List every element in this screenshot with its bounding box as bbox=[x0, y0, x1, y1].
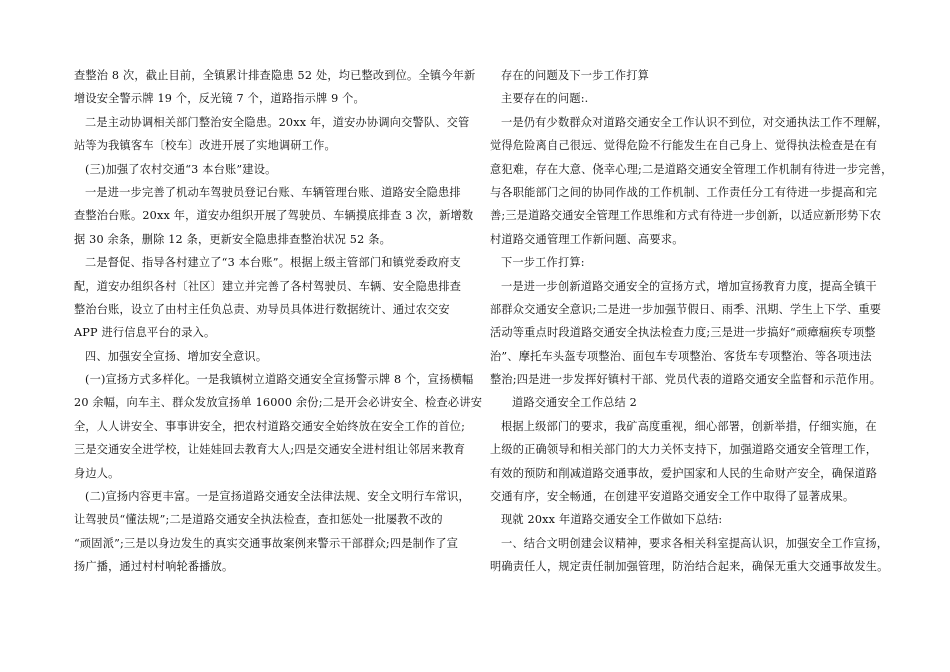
text-line: “顽固派”;三是以身边发生的真实交通事故案例来警示干部群众;四是制作了宣 bbox=[74, 536, 459, 550]
left-text-column bbox=[74, 64, 483, 579]
text-line: 下一步工作打算: bbox=[501, 256, 585, 270]
text-line: 存在的问题及下一步工作打算 bbox=[501, 69, 650, 82]
text-line: 查整治 8 次，截止目前，全镇累计排查隐患 52 处，均已整改到位。全镇今年新 bbox=[74, 69, 476, 82]
text-line: 一是进一步创新道路交通安全的宣扬方式，增加宣扬教育力度，提高全镇干 bbox=[501, 279, 877, 293]
text-line: 一是进一步完善了机动车驾驶员登记台账、车辆管理台账、道路安全隐患排 bbox=[85, 185, 461, 199]
text-line: 增设安全警示牌 19 个，反光镜 7 个，道路指示牌 9 个。 bbox=[74, 92, 365, 106]
text-line: 站等为我镇客车〔校车〕改进开展了实地调研工作。 bbox=[74, 139, 336, 153]
text-line: 一、结合文明创建会议精神，要求各相关科室提高认识，加强安全工作宣扬， bbox=[501, 536, 889, 550]
text-line: 四、加强安全宣扬、增加安全意识。 bbox=[85, 349, 268, 363]
text-line: 据 30 余条，删除 12 条，更新安全隐患排查整治状况 52 条。 bbox=[74, 232, 391, 246]
text-line: 配，道安办组织各村〔社区〕建立并完善了各村驾驶员、车辆、安全隐患排查 bbox=[74, 279, 462, 293]
text-line: 二是主动协调相关部门整治安全隐患。20xx 年，道安办协调向交警队、交管 bbox=[85, 115, 470, 129]
text-line: 二是督促、指导各村建立了“3 本台账”。根据上级主管部门和镇党委政府支 bbox=[85, 256, 461, 270]
text-line: 活动等重点时段道路交通安全执法检查力度;三是进一步搞好“顽瘴痼疾专项整 bbox=[490, 326, 876, 340]
text-line: (三)加强了农村交通“3 本台账”建设。 bbox=[85, 162, 277, 176]
text-line: (一)宣扬方式多样化。一是我镇树立道路交通安全宣扬警示牌 8 个，宣扬横幅 bbox=[85, 373, 474, 387]
text-line: 一是仍有少数群众对道路交通安全工作认识不到位，对交通执法工作不理解， bbox=[501, 115, 889, 129]
text-line: 现就 20xx 年道路交通安全工作做如下总结: bbox=[501, 513, 723, 527]
text-line: 有效的预防和削减道路交通事故，爱护国家和人民的生命财产安全，确保道路 bbox=[490, 466, 878, 480]
text-line: 明确责任人，规定责任制加强管理，防治结合起来，确保无重大交通事故发生。 bbox=[490, 560, 889, 574]
text-line: 村道路交通管理工作新问题、高要求。 bbox=[490, 232, 684, 246]
text-line: 20 余幅，向车主、群众发放宣扬单 16000 余份;二是开会必讲安全、检查必讲安 bbox=[74, 396, 483, 410]
text-line: 让驾驶员“懂法规”;二是道路交通安全执法检查，查扣惩处一批屡教不改的 bbox=[74, 513, 443, 527]
text-line: 全，人人讲安全、事事讲安全，把农村道路交通安全始终放在安全工作的首位; bbox=[74, 419, 466, 433]
text-line: 部群众交通安全意识;二是进一步加强节假日、雨季、汛期、学生上下学、重要 bbox=[490, 302, 882, 316]
text-line: 扬广播，通过村村响轮番播放。 bbox=[74, 560, 234, 574]
text-line: 觉得危险离自己很远、觉得危险不行能发生在自己身上、觉得执法检查是在有 bbox=[490, 139, 878, 153]
text-line: 交通有序，安全畅通，在创建平安道路交通安全工作中取得了显著成果。 bbox=[490, 490, 855, 504]
text-line: 三是交通安全进学校，让娃娃回去教育大人;四是交通安全进村组让邻居来教育 bbox=[74, 443, 466, 457]
text-line: 善;三是道路交通安全管理工作思维和方式有待进一步创新，以适应新形势下农 bbox=[490, 209, 882, 223]
text-line: 上级的正确领导和相关部门的大力关怀支持下，加强道路交通安全管理工作， bbox=[490, 443, 878, 457]
right-text-column bbox=[490, 64, 893, 579]
text-line: 治”、摩托车头盔专项整治、面包车专项整治、客货车专项整治、等各项违法 bbox=[490, 349, 872, 363]
text-line: (二)宣扬内容更丰富。一是宣扬道路交通安全法律法规、安全文明行车常识， bbox=[85, 490, 470, 504]
text-line: 道路交通安全工作总结 2 bbox=[512, 396, 637, 410]
text-line: 整治;四是进一步发挥好镇村干部、党员代表的道路交通安全监督和示范作用。 bbox=[490, 373, 882, 387]
text-line: 身边人。 bbox=[74, 466, 120, 480]
text-line: APP 进行信息平台的录入。 bbox=[74, 326, 216, 340]
text-line: 根据上级部门的要求，我矿高度重视，细心部署，创新举措，仔细实施，在 bbox=[501, 419, 877, 433]
text-line: 整治台账，设立了由村主任负总责、劝导员具体进行数据统计、通过农交安 bbox=[74, 302, 450, 316]
text-line: 主要存在的问题:. bbox=[501, 92, 589, 106]
text-line: 与各职能部门之间的协同作战的工作机制、工作责任分工有待进一步提高和完 bbox=[490, 185, 878, 199]
text-line: 意犯难，存在大意、侥幸心理;二是道路交通安全管理工作机制有待进一步完善， bbox=[490, 162, 893, 176]
text-line: 查整治台账。20xx 年，道安办组织开展了驾驶员、车辆摸底排查 3 次，新增数 bbox=[74, 209, 474, 223]
